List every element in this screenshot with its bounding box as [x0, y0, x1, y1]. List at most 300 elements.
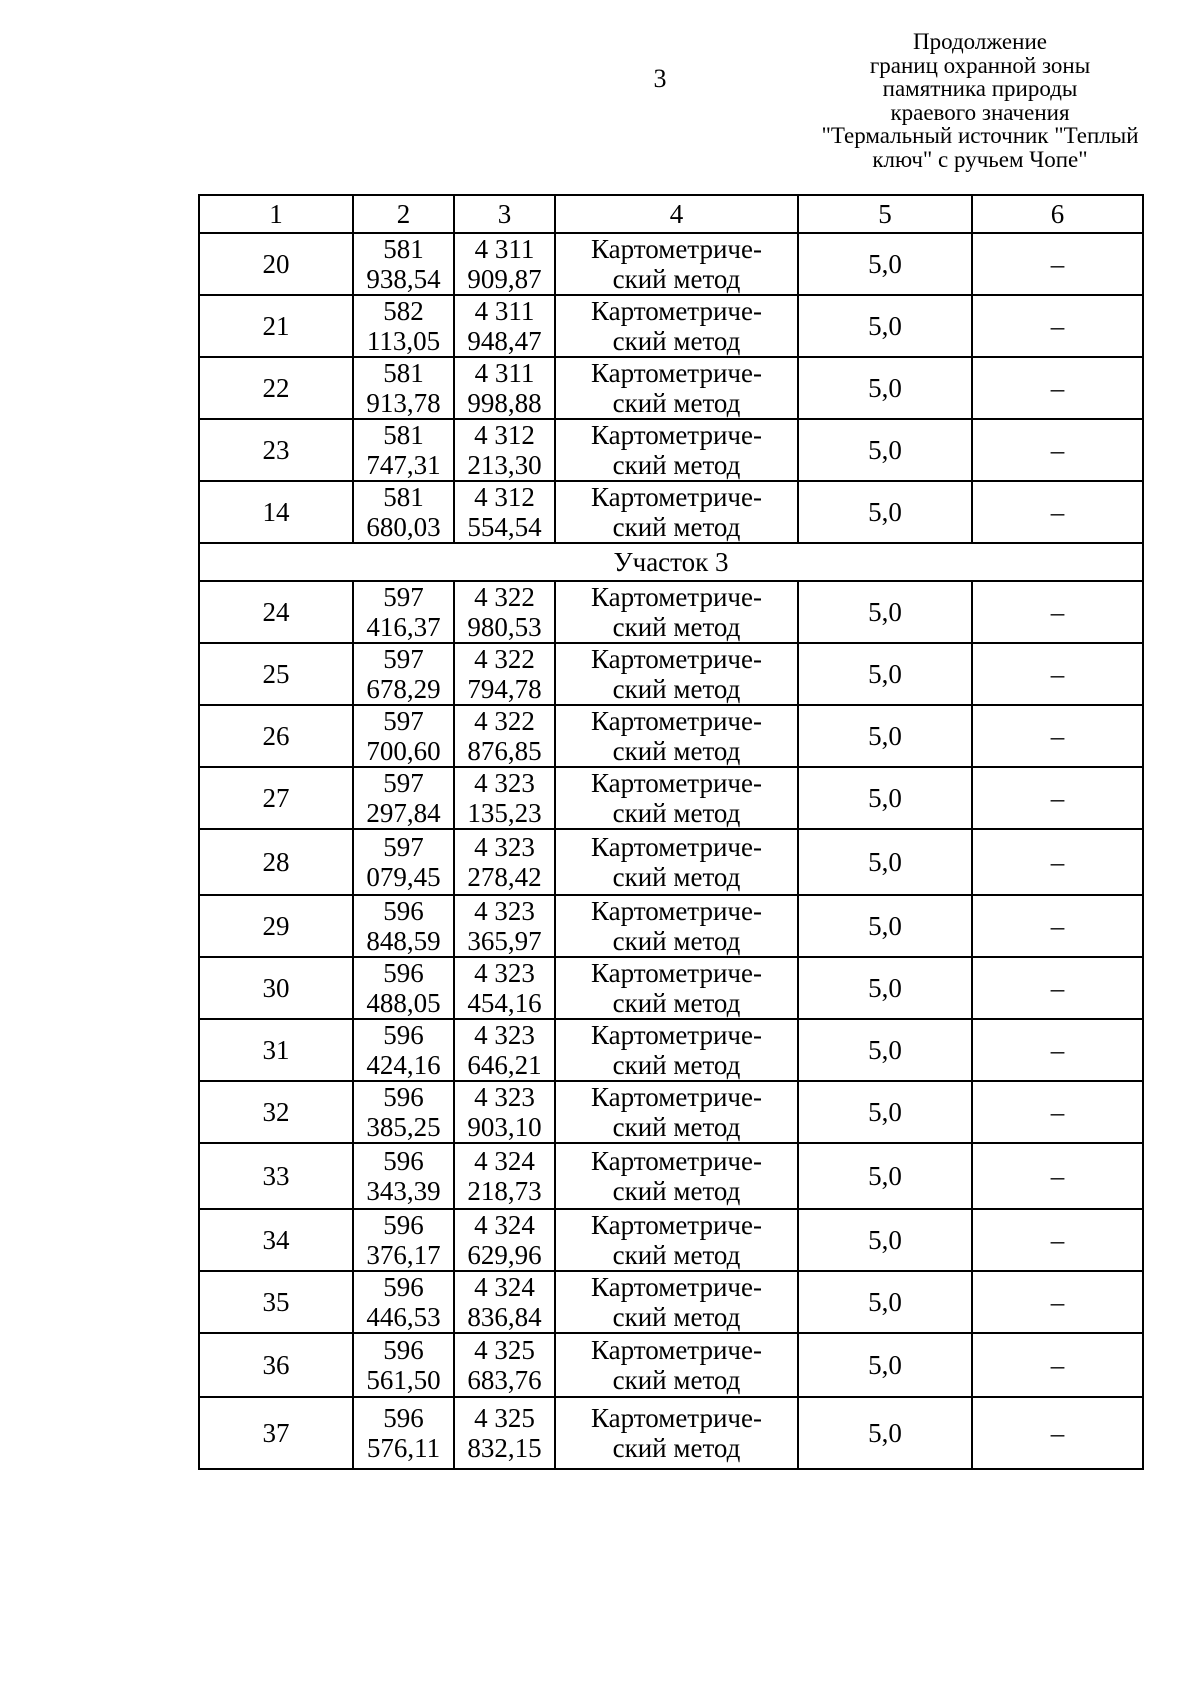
- cell-value-acc: 5,0: [868, 973, 902, 1003]
- column-header: 3: [454, 195, 555, 233]
- cell-value-m1: Картометриче-: [591, 582, 762, 612]
- cell-value-m2: ский метод: [612, 674, 741, 704]
- cell-value-n: 28: [262, 847, 290, 877]
- y-coordinate-cell: [454, 295, 555, 357]
- y-coordinate-cell: [454, 1333, 555, 1397]
- table-row: [199, 705, 1143, 767]
- note-cell: [972, 705, 1143, 767]
- cell-value-note: –: [1050, 1350, 1065, 1380]
- cell-value-m2: ский метод: [612, 264, 741, 294]
- y-coordinate-cell: [454, 581, 555, 643]
- cell-value-m1: Картометриче-: [591, 1082, 762, 1112]
- cell-value-x1: 581: [383, 482, 424, 512]
- cell-value-x2: 747,31: [366, 450, 441, 480]
- section-row: [199, 543, 1143, 581]
- cell-value-m1: Картометриче-: [591, 1020, 762, 1050]
- note-cell: [972, 895, 1143, 957]
- cell-value-y1: 4 324: [474, 1146, 535, 1176]
- cell-value-x2: 416,37: [366, 612, 441, 642]
- cell-value-m1: Картометриче-: [591, 1272, 762, 1302]
- point-number-cell: [199, 829, 353, 895]
- caption-line: границ охранной зоны: [869, 52, 1091, 78]
- cell-value-x1: 596: [383, 1146, 424, 1176]
- cell-value-m1: Картометриче-: [591, 768, 762, 798]
- cell-value-n: 21: [262, 311, 290, 341]
- cell-value-m2: ский метод: [612, 326, 741, 356]
- method-cell: [555, 895, 798, 957]
- cell-value-n: 23: [262, 435, 290, 465]
- point-number-cell: [199, 705, 353, 767]
- method-cell: [555, 829, 798, 895]
- page-number: 3: [653, 64, 667, 93]
- y-coordinate-cell: [454, 829, 555, 895]
- note-cell: [972, 481, 1143, 543]
- cell-value-note: –: [1050, 597, 1065, 627]
- cell-value-n: 31: [262, 1035, 290, 1065]
- point-number-cell: [199, 1081, 353, 1143]
- cell-value-y1: 4 311: [474, 296, 535, 326]
- cell-value-y1: 4 311: [474, 234, 535, 264]
- coordinates-table: [198, 194, 1144, 1470]
- note-cell: [972, 357, 1143, 419]
- cell-value-note: –: [1050, 497, 1065, 527]
- cell-value-note: –: [1050, 721, 1065, 751]
- accuracy-cell: [798, 1271, 972, 1333]
- cell-value-m2: ский метод: [612, 988, 741, 1018]
- x-coordinate-cell: [353, 895, 454, 957]
- method-cell: [555, 1271, 798, 1333]
- column-header: 5: [798, 195, 972, 233]
- cell-value-acc: 5,0: [868, 1035, 902, 1065]
- table-row: [199, 957, 1143, 1019]
- accuracy-cell: [798, 829, 972, 895]
- cell-value-note: –: [1050, 1287, 1065, 1317]
- method-cell: [555, 1333, 798, 1397]
- table-row: [199, 1397, 1143, 1469]
- cell-value-note: –: [1050, 783, 1065, 813]
- accuracy-cell: [798, 1209, 972, 1271]
- cell-value-x1: 596: [383, 1403, 424, 1433]
- cell-value-acc: 5,0: [868, 497, 902, 527]
- cell-value-acc: 5,0: [868, 1225, 902, 1255]
- header-caption: [790, 30, 1170, 171]
- cell-value-y2: 554,54: [467, 512, 542, 542]
- cell-value-y1: 4 312: [474, 482, 535, 512]
- cell-value-y1: 4 322: [474, 582, 535, 612]
- cell-value-m2: ский метод: [612, 798, 741, 828]
- cell-value-acc: 5,0: [868, 1287, 902, 1317]
- method-cell: [555, 357, 798, 419]
- y-coordinate-cell: [454, 1081, 555, 1143]
- note-cell: [972, 767, 1143, 829]
- table-row: [199, 1143, 1143, 1209]
- cell-value-x1: 597: [383, 582, 424, 612]
- cell-value-y2: 213,30: [467, 450, 542, 480]
- cell-value-y1: 4 322: [474, 644, 535, 674]
- cell-value-acc: 5,0: [868, 783, 902, 813]
- cell-value-x2: 938,54: [366, 264, 441, 294]
- cell-value-m1: Картометриче-: [591, 296, 762, 326]
- cell-value-x1: 597: [383, 768, 424, 798]
- table-row: [199, 1081, 1143, 1143]
- cell-value-m2: ский метод: [612, 388, 741, 418]
- cell-value-note: –: [1050, 311, 1065, 341]
- y-coordinate-cell: [454, 419, 555, 481]
- y-coordinate-cell: [454, 1271, 555, 1333]
- caption-line: памятника природы: [882, 76, 1078, 101]
- cell-value-m2: ский метод: [612, 1240, 741, 1270]
- cell-value-n: 14: [262, 497, 290, 527]
- cell-value-x1: 596: [383, 1020, 424, 1050]
- cell-value-x2: 297,84: [366, 798, 441, 828]
- cell-value-m2: ский метод: [612, 450, 741, 480]
- method-cell: [555, 233, 798, 295]
- note-cell: [972, 1397, 1143, 1469]
- cell-value-n: 36: [262, 1350, 290, 1380]
- method-cell: [555, 581, 798, 643]
- point-number-cell: [199, 419, 353, 481]
- cell-value-y2: 683,76: [467, 1365, 542, 1395]
- cell-value-y2: 876,85: [467, 736, 542, 766]
- note-cell: [972, 1019, 1143, 1081]
- cell-value-m1: Картометриче-: [591, 1146, 762, 1176]
- cell-value-note: –: [1050, 1161, 1065, 1191]
- cell-value-y2: 909,87: [467, 264, 542, 294]
- note-cell: [972, 581, 1143, 643]
- cell-value-y2: 646,21: [467, 1050, 542, 1080]
- cell-value-x1: 596: [383, 958, 424, 988]
- cell-value-note: –: [1050, 1225, 1065, 1255]
- cell-value-x1: 596: [383, 896, 424, 926]
- cell-value-y1: 4 324: [474, 1210, 535, 1240]
- cell-value-y2: 794,78: [467, 674, 542, 704]
- table-row: [199, 1019, 1143, 1081]
- cell-value-m1: Картометриче-: [591, 896, 762, 926]
- method-cell: [555, 1397, 798, 1469]
- accuracy-cell: [798, 1397, 972, 1469]
- method-cell: [555, 1209, 798, 1271]
- point-number-cell: [199, 1271, 353, 1333]
- caption-line: Продолжение: [913, 29, 1047, 54]
- cell-value-y1: 4 323: [474, 896, 535, 926]
- table-row: [199, 767, 1143, 829]
- note-cell: [972, 643, 1143, 705]
- x-coordinate-cell: [353, 233, 454, 295]
- cell-value-n: 30: [262, 973, 290, 1003]
- accuracy-cell: [798, 643, 972, 705]
- x-coordinate-cell: [353, 1143, 454, 1209]
- cell-value-y1: 4 325: [474, 1403, 535, 1433]
- cell-value-y1: 4 323: [474, 832, 535, 862]
- accuracy-cell: [798, 233, 972, 295]
- cell-value-note: –: [1050, 435, 1065, 465]
- accuracy-cell: [798, 1019, 972, 1081]
- table-row: [199, 1333, 1143, 1397]
- cell-value-x2: 446,53: [366, 1302, 441, 1332]
- x-coordinate-cell: [353, 1333, 454, 1397]
- cell-value-x1: 581: [383, 358, 424, 388]
- point-number-cell: [199, 1143, 353, 1209]
- y-coordinate-cell: [454, 895, 555, 957]
- cell-value-y1: 4 311: [474, 358, 535, 388]
- cell-value-y1: 4 322: [474, 706, 535, 736]
- cell-value-note: –: [1050, 1097, 1065, 1127]
- accuracy-cell: [798, 481, 972, 543]
- cell-value-n: 35: [262, 1287, 290, 1317]
- y-coordinate-cell: [454, 957, 555, 1019]
- y-coordinate-cell: [454, 1397, 555, 1469]
- x-coordinate-cell: [353, 767, 454, 829]
- column-header: 1: [199, 195, 353, 233]
- table-row: [199, 419, 1143, 481]
- cell-value-n: 26: [262, 721, 290, 751]
- y-coordinate-cell: [454, 767, 555, 829]
- cell-value-note: –: [1050, 373, 1065, 403]
- point-number-cell: [199, 895, 353, 957]
- y-coordinate-cell: [454, 481, 555, 543]
- cell-value-x2: 385,25: [366, 1112, 441, 1142]
- method-cell: [555, 767, 798, 829]
- accuracy-cell: [798, 705, 972, 767]
- y-coordinate-cell: [454, 1019, 555, 1081]
- cell-value-n: 22: [262, 373, 290, 403]
- cell-value-n: 29: [262, 911, 290, 941]
- y-coordinate-cell: [454, 643, 555, 705]
- x-coordinate-cell: [353, 1081, 454, 1143]
- accuracy-cell: [798, 357, 972, 419]
- accuracy-cell: [798, 1081, 972, 1143]
- x-coordinate-cell: [353, 295, 454, 357]
- cell-value-x2: 700,60: [366, 736, 441, 766]
- accuracy-cell: [798, 1143, 972, 1209]
- cell-value-note: –: [1050, 847, 1065, 877]
- point-number-cell: [199, 581, 353, 643]
- cell-value-acc: 5,0: [868, 911, 902, 941]
- cell-value-y2: 832,15: [467, 1433, 542, 1463]
- note-cell: [972, 1209, 1143, 1271]
- cell-value-y2: 836,84: [467, 1302, 542, 1332]
- note-cell: [972, 295, 1143, 357]
- point-number-cell: [199, 1019, 353, 1081]
- x-coordinate-cell: [353, 1209, 454, 1271]
- point-number-cell: [199, 1333, 353, 1397]
- note-cell: [972, 829, 1143, 895]
- cell-value-x2: 678,29: [366, 674, 441, 704]
- table-row: [199, 643, 1143, 705]
- method-cell: [555, 1081, 798, 1143]
- cell-value-x1: 597: [383, 644, 424, 674]
- cell-value-acc: 5,0: [868, 1097, 902, 1127]
- cell-value-n: 34: [262, 1225, 290, 1255]
- caption-line: ключ" с ручьем Чопе": [872, 146, 1088, 172]
- cell-value-m1: Картометриче-: [591, 1335, 762, 1365]
- cell-value-x2: 848,59: [366, 926, 441, 956]
- note-cell: [972, 1143, 1143, 1209]
- column-header: 4: [555, 195, 798, 233]
- cell-value-y1: 4 323: [474, 1020, 535, 1050]
- cell-value-x1: 596: [383, 1335, 424, 1365]
- section-label: Участок 3: [199, 543, 1143, 581]
- cell-value-x2: 079,45: [366, 862, 441, 892]
- accuracy-cell: [798, 419, 972, 481]
- cell-value-x1: 581: [383, 234, 424, 264]
- point-number-cell: [199, 1209, 353, 1271]
- x-coordinate-cell: [353, 581, 454, 643]
- cell-value-x2: 488,05: [366, 988, 441, 1018]
- cell-value-y2: 218,73: [467, 1176, 542, 1206]
- method-cell: [555, 643, 798, 705]
- cell-value-m1: Картометриче-: [591, 1403, 762, 1433]
- x-coordinate-cell: [353, 357, 454, 419]
- cell-value-m1: Картометриче-: [591, 1210, 762, 1240]
- cell-value-m1: Картометриче-: [591, 706, 762, 736]
- table-row: [199, 357, 1143, 419]
- cell-value-acc: 5,0: [868, 597, 902, 627]
- x-coordinate-cell: [353, 419, 454, 481]
- cell-value-note: –: [1050, 973, 1065, 1003]
- cell-value-x2: 576,11: [366, 1433, 441, 1463]
- table-row: [199, 829, 1143, 895]
- cell-value-acc: 5,0: [868, 721, 902, 751]
- cell-value-m2: ский метод: [612, 512, 741, 542]
- accuracy-cell: [798, 767, 972, 829]
- cell-value-acc: 5,0: [868, 1350, 902, 1380]
- cell-value-acc: 5,0: [868, 435, 902, 465]
- y-coordinate-cell: [454, 1143, 555, 1209]
- cell-value-y2: 948,47: [467, 326, 542, 356]
- cell-value-y1: 4 312: [474, 420, 535, 450]
- cell-value-m1: Картометриче-: [591, 358, 762, 388]
- x-coordinate-cell: [353, 1397, 454, 1469]
- cell-value-note: –: [1050, 911, 1065, 941]
- point-number-cell: [199, 1397, 353, 1469]
- cell-value-note: –: [1050, 249, 1065, 279]
- cell-value-x2: 424,16: [366, 1050, 441, 1080]
- point-number-cell: [199, 957, 353, 1019]
- method-cell: [555, 1143, 798, 1209]
- cell-value-m2: ский метод: [612, 926, 741, 956]
- accuracy-cell: [798, 1333, 972, 1397]
- cell-value-m1: Картометриче-: [591, 482, 762, 512]
- cell-value-x1: 596: [383, 1210, 424, 1240]
- cell-value-acc: 5,0: [868, 373, 902, 403]
- note-cell: [972, 1333, 1143, 1397]
- cell-value-n: 32: [262, 1097, 290, 1127]
- x-coordinate-cell: [353, 481, 454, 543]
- point-number-cell: [199, 357, 353, 419]
- x-coordinate-cell: [353, 1019, 454, 1081]
- cell-value-n: 27: [262, 783, 290, 813]
- x-coordinate-cell: [353, 705, 454, 767]
- cell-value-x2: 680,03: [366, 512, 441, 542]
- cell-value-y2: 454,16: [467, 988, 542, 1018]
- cell-value-y1: 4 323: [474, 958, 535, 988]
- cell-value-y1: 4 323: [474, 768, 535, 798]
- accuracy-cell: [798, 895, 972, 957]
- x-coordinate-cell: [353, 957, 454, 1019]
- cell-value-x2: 343,39: [366, 1176, 441, 1206]
- point-number-cell: [199, 643, 353, 705]
- column-header: 6: [972, 195, 1143, 233]
- caption-line: краевого значения: [890, 99, 1070, 125]
- cell-value-y2: 903,10: [467, 1112, 542, 1142]
- cell-value-y2: 629,96: [467, 1240, 542, 1270]
- cell-value-m2: ский метод: [612, 862, 741, 892]
- table-row: [199, 295, 1143, 357]
- cell-value-acc: 5,0: [868, 847, 902, 877]
- cell-value-m1: Картометриче-: [591, 644, 762, 674]
- method-cell: [555, 957, 798, 1019]
- cell-value-m2: ский метод: [612, 1302, 741, 1332]
- cell-value-n: 25: [262, 659, 290, 689]
- cell-value-acc: 5,0: [868, 659, 902, 689]
- note-cell: [972, 233, 1143, 295]
- y-coordinate-cell: [454, 1209, 555, 1271]
- method-cell: [555, 705, 798, 767]
- cell-value-y2: 365,97: [467, 926, 542, 956]
- cell-value-acc: 5,0: [868, 1418, 902, 1448]
- cell-value-x2: 113,05: [366, 326, 441, 356]
- cell-value-y2: 278,42: [467, 862, 542, 892]
- cell-value-note: –: [1050, 1418, 1065, 1448]
- cell-value-x1: 582: [383, 296, 424, 326]
- table-row: [199, 233, 1143, 295]
- point-number-cell: [199, 767, 353, 829]
- cell-value-m1: Картометриче-: [591, 420, 762, 450]
- cell-value-n: 24: [262, 597, 290, 627]
- cell-value-n: 37: [262, 1418, 290, 1448]
- cell-value-y2: 135,23: [467, 798, 542, 828]
- cell-value-y1: 4 324: [474, 1272, 535, 1302]
- x-coordinate-cell: [353, 829, 454, 895]
- accuracy-cell: [798, 581, 972, 643]
- cell-value-m1: Картометриче-: [591, 234, 762, 264]
- cell-value-x1: 596: [383, 1082, 424, 1112]
- cell-value-y2: 998,88: [467, 388, 542, 418]
- method-cell: [555, 481, 798, 543]
- cell-value-m2: ский метод: [612, 736, 741, 766]
- cell-value-y1: 4 325: [474, 1335, 535, 1365]
- cell-value-n: 33: [262, 1161, 290, 1191]
- cell-value-acc: 5,0: [868, 1161, 902, 1191]
- cell-value-note: –: [1050, 1035, 1065, 1065]
- accuracy-cell: [798, 957, 972, 1019]
- y-coordinate-cell: [454, 233, 555, 295]
- cell-value-m2: ский метод: [612, 1112, 741, 1142]
- table-row: [199, 895, 1143, 957]
- table-header-row: [199, 195, 1143, 233]
- cell-value-m2: ский метод: [612, 1050, 741, 1080]
- note-cell: [972, 419, 1143, 481]
- table-row: [199, 1271, 1143, 1333]
- accuracy-cell: [798, 295, 972, 357]
- table-row: [199, 581, 1143, 643]
- x-coordinate-cell: [353, 1271, 454, 1333]
- cell-value-x1: 597: [383, 832, 424, 862]
- point-number-cell: [199, 233, 353, 295]
- cell-value-acc: 5,0: [868, 249, 902, 279]
- cell-value-x1: 596: [383, 1272, 424, 1302]
- point-number-cell: [199, 481, 353, 543]
- method-cell: [555, 295, 798, 357]
- cell-value-note: –: [1050, 659, 1065, 689]
- column-header: 2: [353, 195, 454, 233]
- y-coordinate-cell: [454, 357, 555, 419]
- cell-value-x1: 581: [383, 420, 424, 450]
- method-cell: [555, 419, 798, 481]
- cell-value-m1: Картометриче-: [591, 832, 762, 862]
- cell-value-m2: ский метод: [612, 1365, 741, 1395]
